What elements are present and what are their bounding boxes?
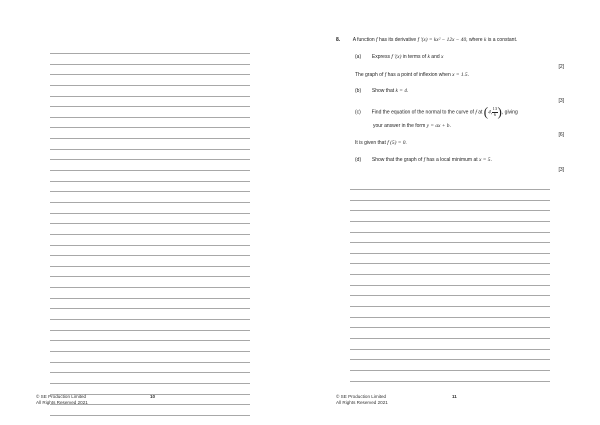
footer-line-2: All Rights Reserved 2021	[36, 400, 88, 405]
answer-line	[50, 170, 250, 171]
answer-line	[350, 381, 550, 382]
derivative-expression: f ′(x) = kx² − 12x − 40	[417, 37, 467, 43]
part-c-label: (c)	[355, 109, 361, 116]
answer-line	[50, 181, 250, 182]
part-c: (c) Find the equation of the normal to the curve of f at (4, $\frac{13}{6}$ ), giving	[355, 104, 518, 119]
answer-line	[50, 159, 250, 160]
footer-line-1: © SE Production Limited	[336, 394, 387, 399]
answer-line	[350, 274, 550, 275]
question-number: 8.	[336, 37, 341, 43]
answer-line	[50, 106, 250, 107]
answer-line	[50, 127, 250, 128]
part-b-marks: [3]	[558, 98, 564, 104]
answer-line	[50, 138, 250, 139]
part-d-label: (d)	[355, 157, 362, 163]
inflexion-statement: The graph of f has a point of inflexion when x = 1.5.	[355, 72, 469, 78]
page-number-right: 11	[452, 394, 457, 399]
answer-line	[350, 327, 550, 328]
answer-line	[50, 96, 250, 97]
answer-line	[350, 370, 550, 371]
part-d: (d) Show that the graph of f has a local minimum at x = 5.	[355, 157, 492, 163]
answer-line	[50, 276, 250, 277]
answer-line	[50, 298, 250, 299]
point-fraction: $\frac{13}{6}$	[492, 105, 498, 117]
answer-lines-left	[50, 53, 250, 425]
footer-copyright-left	[36, 394, 88, 406]
footer-copyright-right	[336, 394, 388, 406]
part-c-marks: [6]	[558, 132, 564, 138]
answer-line	[350, 221, 550, 222]
answer-line	[50, 245, 250, 246]
answer-line	[50, 287, 250, 288]
answer-line	[50, 255, 250, 256]
question-8-stem: 8. A function f has its derivative f ′(x) = kx² − 12x − 40, where k is a constant.	[336, 37, 518, 43]
answer-line	[50, 362, 250, 363]
answer-line	[350, 210, 550, 211]
part-a-marks: [2]	[558, 64, 564, 70]
answer-line	[50, 117, 250, 118]
part-b-label: (b)	[355, 88, 362, 94]
answer-line	[50, 213, 250, 214]
answer-line	[50, 223, 250, 224]
answer-line	[50, 351, 250, 352]
part-d-marks: [3]	[558, 167, 564, 173]
answer-line	[50, 383, 250, 384]
right-paren: )	[497, 104, 502, 119]
answer-line	[350, 306, 550, 307]
point-x: 4,	[488, 109, 493, 116]
answer-line	[350, 359, 550, 360]
left-paren: (	[483, 104, 489, 119]
answer-lines-right	[350, 189, 550, 391]
answer-line	[50, 64, 250, 65]
answer-line	[50, 149, 250, 150]
answer-line	[50, 319, 250, 320]
right-page	[300, 0, 600, 424]
page-number-left: 10	[150, 394, 156, 399]
answer-line	[50, 191, 250, 192]
answer-line	[50, 308, 250, 309]
answer-line	[50, 372, 250, 373]
footer-line-1: © SE Production Limited	[36, 394, 87, 399]
answer-line	[50, 330, 250, 331]
part-a-label: (a)	[355, 54, 362, 60]
answer-line	[50, 266, 250, 267]
answer-line	[50, 340, 250, 341]
answer-line	[350, 189, 550, 190]
answer-line	[350, 317, 550, 318]
part-a: (a) Express f ′(x) in terms of k and x	[355, 54, 444, 60]
answer-line	[50, 234, 250, 235]
answer-line	[350, 200, 550, 201]
footer-line-2: All Rights Reserved 2021	[336, 400, 388, 405]
answer-line	[50, 85, 250, 86]
left-page	[0, 0, 300, 424]
answer-line	[50, 202, 250, 203]
part-b: (b) Show that k = 4.	[355, 88, 409, 94]
answer-line	[350, 295, 550, 296]
answer-line	[350, 232, 550, 233]
answer-line	[350, 338, 550, 339]
answer-line	[350, 253, 550, 254]
answer-line	[50, 415, 250, 416]
answer-line	[350, 242, 550, 243]
answer-line	[350, 285, 550, 286]
answer-line	[50, 74, 250, 75]
given-statement: It is given that f (5) = 0.	[355, 140, 407, 146]
answer-line	[50, 53, 250, 54]
part-c-continued: your answer in the form y = ax + b.	[373, 123, 451, 129]
answer-line	[350, 349, 550, 350]
answer-line	[350, 263, 550, 264]
